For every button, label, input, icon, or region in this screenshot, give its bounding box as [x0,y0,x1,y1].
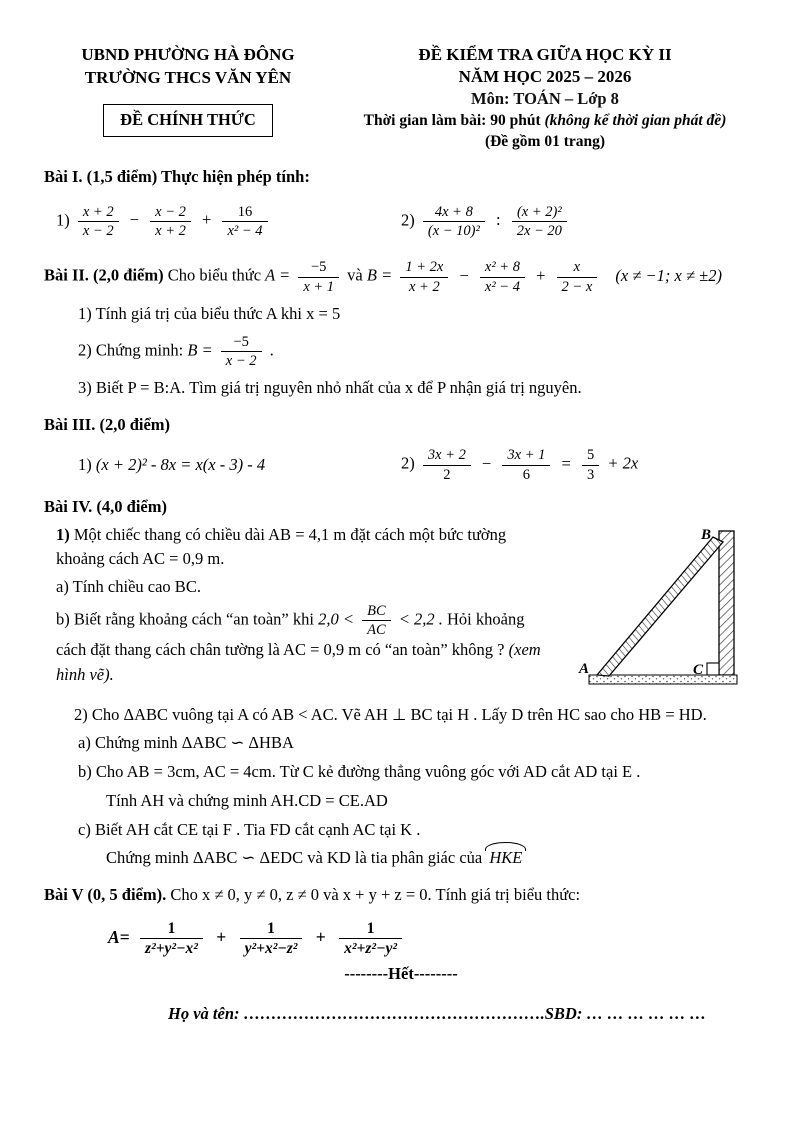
fraction: $\frac{x + 2}{x - 2}$ [78,204,119,239]
fraction: $\frac{3x + 2}{2}$ [423,447,471,482]
question-III-2 [401,447,758,482]
question-IV-2a: a) Chứng minh ΔABC ∽ ΔHBA [78,733,294,753]
subject-line: Môn: TOÁN – Lớp 8 [471,89,619,109]
ground-shape [589,675,737,684]
question-label: 2) [74,704,88,724]
operator: + [216,926,227,947]
vertex-label-A: A [579,660,590,677]
problem-IV-1 [44,523,758,695]
fraction: $\frac{5}{3}$ [582,447,599,482]
problem-V-number: Bài V (0, 5 điểm). [44,885,167,905]
equation-tail: + 2x [607,453,639,473]
question-label: 1) [56,524,70,544]
vertex-label-B: B [701,526,712,543]
page-count-note: (Đề gồm 01 trang) [484,133,606,151]
fraction: $\frac{\text{(x + 2)²}}{2x - 20}$ [512,204,567,239]
org-name-line1: UBND PHƯỜNG HÀ ĐÔNG [81,45,295,64]
name-and-sbd-line: Họ và tên: ……………………………………………….SBD: … … … … … … [168,1004,707,1024]
fraction: $\frac{BC}{AC}$ [362,603,391,638]
header-left [44,44,332,153]
see-figure-note: (xem hình vẽ). [56,640,541,685]
operator: : [495,210,501,230]
exam-title: ĐỀ KIỂM TRA GIỮA HỌC KỲ II [418,45,672,64]
operator: + [202,210,212,230]
period: . [269,340,274,360]
duration-note: (không kể thời gian phát đề) [544,112,727,130]
question-II-2 [44,334,758,369]
fraction: $\frac{x - 2}{x + 2}$ [150,204,191,239]
fraction: $\frac{1}{\text{x²+z²−y²}}$ [339,920,402,958]
duration-text: Thời gian làm bài: 90 phút [363,112,545,130]
question-IV-1a: a) Tính chiều cao BC. [56,577,201,597]
expr-B-label: B = [366,265,393,285]
fraction: $\frac{3x + 1}{6}$ [502,447,550,482]
question-IV-2d [44,846,758,871]
question-I-1 [44,204,401,239]
fraction: $\frac{1}{\text{y²+x²−z²}}$ [240,920,303,958]
question-label: 1) [78,454,92,474]
school-year: NĂM HỌC 2025 – 2026 [458,67,632,87]
problem-V-expression [108,920,758,958]
question-I-2 [401,204,758,239]
question-IV-1b-start: b) Biết rằng khoảng cách “an toàn” khi [56,609,314,629]
fraction: $\frac{\text{x² + 8}}{\text{x² − 4}}$ [480,259,525,294]
operator: − [481,453,492,473]
inequality-right: < 2,2 . [398,609,443,629]
equation: (x + 2)² - 8x = x(x - 3) - 4 [95,454,266,474]
problem-II-title [44,259,758,294]
problem-III [44,413,758,483]
operator: − [129,210,140,230]
problem-II-number: Bài II. (2,0 điểm) [44,265,164,285]
question-II-1: 1) Tính giá trị của biểu thức A khi x = 5 [78,303,341,323]
fraction: $\frac{16}{\text{x² − 4}}$ [222,204,267,239]
question-IV-1b-mid: Hỏi khoảng cách đặt thang cách chân tường là AC = 0,9 m có “an toàn” không ? [56,609,525,660]
header-right [332,44,758,153]
official-seal-wrap [44,104,332,137]
problem-III-questions [44,447,758,482]
ladder-figure [567,525,752,689]
operator: + [315,926,326,947]
right-angle-marker [707,663,719,675]
equals-sign: = [561,453,571,473]
header [44,44,758,153]
wall-shape [719,531,734,675]
org-name-line2: TRƯỜNG THCS VĂN YÊN [84,67,292,87]
problem-IV [44,495,758,871]
operator: + [536,265,546,285]
problem-II [44,259,758,400]
end-marker: --------Hết-------- [344,963,458,983]
question-II-2-text: Chứng minh: [95,340,184,360]
fraction: $\frac{4x + 8}{\text{(x − 10)²}}$ [423,204,485,239]
fraction: $\frac{1}{\text{z²+y²−x²}}$ [140,920,203,958]
question-IV-2b-cont: Tính AH và chứng minh AH.CD = CE.AD [106,790,388,810]
problem-IV-title: Bài IV. (4,0 điểm) [44,496,167,516]
official-exam-box: ĐỀ CHÍNH THỨC [103,104,273,137]
question-IV-1-text: Một chiếc thang có chiều dài AB = 4,1 m đặt cách một bức tường khoảng cách AC = 0,9 m. [56,524,507,569]
expr-B-label: B = [187,340,213,360]
question-label: 1) [56,210,70,230]
question-II-3: 3) Biết P = B:A. Tìm giá trị nguyên nhỏ nhất của x để P nhận giá trị nguyên. [78,377,582,397]
problem-IV-2 [44,703,758,728]
problem-I-title: Bài I. (1,5 điểm) Thực hiện phép tính: [44,167,310,187]
problem-I-questions [44,204,758,239]
expr-A-label: A = [265,265,291,285]
fraction: $\frac{-5}{x + 1}$ [298,259,339,294]
problem-IV-2-text: Cho ΔABC vuông tại A có AB < AC. Vẽ AH ⊥ BC tại H . Lấy D trên HC sao cho HB = HD. [91,704,707,724]
question-label: 2) [78,340,92,360]
domain-condition: (x ≠ −1; x ≠ ±2) [615,265,722,285]
question-III-1 [44,453,401,478]
question-label: 2) [401,453,415,473]
expr-A-label: A= [108,926,130,947]
fraction: $\frac{1 + 2x}{x + 2}$ [400,259,448,294]
question-IV-2d-text: Chứng minh ΔABC ∽ ΔEDC và KD là tia phân giác của [106,848,483,868]
ladder-shape [597,537,723,676]
problem-II-intro: Cho biểu thức [167,265,262,285]
problem-V-title [44,883,758,908]
operator: − [459,265,469,285]
fraction: $\frac{-5}{x - 2}$ [221,334,262,369]
duration-line [332,110,758,132]
fraction: $\frac{x}{2 - x}$ [557,259,598,294]
problem-V-text: Cho x ≠ 0, y ≠ 0, z ≠ 0 và x + y + z = 0. Tính giá trị biểu thức: [170,885,581,905]
question-IV-2b: b) Cho AB = 3cm, AC = 4cm. Từ C kẻ đường thẳng vuông góc với AD cắt AD tại E . [78,762,641,782]
inequality-left: 2,0 < [318,609,354,629]
question-label: 2) [401,210,415,230]
vertex-label-C: C [693,661,704,678]
problem-V [44,883,758,1027]
problem-I [44,165,758,239]
angle-HKE: HKE [486,846,525,871]
problem-III-title: Bài III. (2,0 điểm) [44,414,171,434]
question-IV-2c: c) Biết AH cắt CE tại F . Tia FD cắt cạnh AC tại K . [78,819,421,839]
and-text: và [347,265,363,285]
